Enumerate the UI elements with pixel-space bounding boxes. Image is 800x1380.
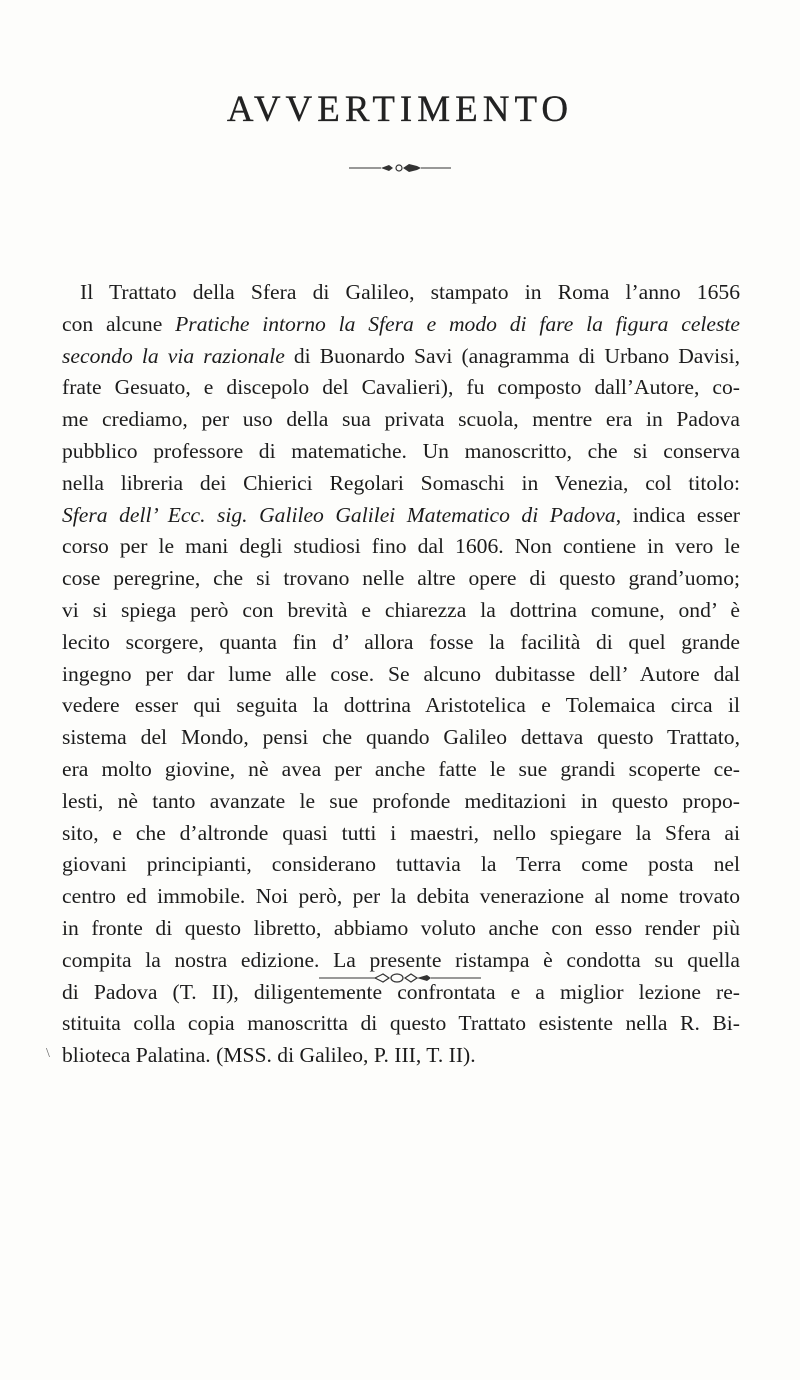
ornament-bottom xyxy=(0,968,800,988)
text-span: in fronte di questo libretto, abbiamo voluto anche con esso render più xyxy=(62,915,740,940)
text-line xyxy=(62,690,740,722)
text-span: Il Trattato della Sfera di Galileo, stampato in Roma l’anno 1656 xyxy=(80,280,740,304)
body-paragraph xyxy=(62,277,740,1072)
text-line xyxy=(62,563,740,595)
text-line xyxy=(62,468,740,500)
text-line xyxy=(62,818,740,850)
ornament-rule-icon xyxy=(345,158,455,178)
text-line xyxy=(62,404,740,436)
text-line xyxy=(62,913,740,945)
text-span: lecito scorgere, quanta fin d’ allora fosse la facilità di quel grande xyxy=(62,629,740,654)
text-line xyxy=(62,754,740,786)
italic-title-span: secondo la via razionale xyxy=(62,343,285,368)
text-line xyxy=(62,1008,740,1040)
text-line xyxy=(62,309,740,341)
text-span: corso per le mani degli studiosi fino dal 1606. Non contiene in vero le xyxy=(62,534,740,559)
text-span: , indica esser xyxy=(615,502,740,527)
text-line xyxy=(62,1040,740,1072)
text-span: giovani principianti, considerano tuttavia la Terra come posta nel xyxy=(62,852,740,877)
text-span: blioteca Palatina. (MSS. di Galileo, P. III, T. II). xyxy=(62,1043,476,1068)
text-span: stituita colla copia manoscritta di questo Trattato esistente nella R. Bi- xyxy=(62,1011,740,1036)
text-span: vedere esser qui seguita la dottrina Aristotelica e Tolemaica circa il xyxy=(62,693,740,718)
text-line xyxy=(62,627,740,659)
text-line xyxy=(62,881,740,913)
text-line xyxy=(62,659,740,691)
margin-mark: \ xyxy=(46,1046,50,1061)
text-line xyxy=(62,436,740,468)
text-line xyxy=(62,595,740,627)
italic-title-span: Sfera dell’ Ecc. sig. Galileo Galilei Matematico di Padova xyxy=(62,502,616,527)
text-span: era molto giovine, nè avea per anche fatte le sue grandi scoperte ce- xyxy=(62,756,740,781)
ornament-rule-icon xyxy=(315,968,485,988)
text-line xyxy=(62,277,740,309)
italic-title-span: Pratiche intorno la Sfera e modo di fare la figura celeste xyxy=(175,311,740,336)
text-span: di Buonardo Savi (anagramma di Urbano Davisi, xyxy=(284,343,740,368)
text-line xyxy=(62,849,740,881)
text-span: con alcune xyxy=(62,311,176,336)
page-title: AVVERTIMENTO xyxy=(226,89,574,130)
text-line xyxy=(62,500,740,532)
text-line xyxy=(62,531,740,563)
text-span: me crediamo, per uso della sua privata scuola, mentre era in Padova xyxy=(62,407,740,432)
text-line xyxy=(62,372,740,404)
text-line xyxy=(62,722,740,754)
text-span: sito, e che d’altronde quasi tutti i maestri, nello spiegare la Sfera ai xyxy=(62,820,740,845)
text-span: compita la nostra edizione. La presente ristampa è condotta su quella xyxy=(62,947,740,972)
text-span: centro ed immobile. Noi però, per la debita venerazione al nome trovato xyxy=(62,884,740,909)
text-span: ingegno per dar lume alle cose. Se alcuno dubitasse dell’ Autore dal xyxy=(62,661,740,686)
text-span: vi si spiega però con brevità e chiarezza la dottrina comune, ond’ è xyxy=(62,597,740,622)
text-span: nella libreria dei Chierici Regolari Somaschi in Venezia, col titolo: xyxy=(62,470,740,495)
text-span: frate Gesuato, e discepolo del Cavalieri), fu composto dall’Autore, co- xyxy=(62,375,740,400)
text-span: lesti, nè tanto avanzate le sue profonde meditazioni in questo propo- xyxy=(62,788,740,813)
text-line xyxy=(62,786,740,818)
text-span: pubblico professore di matematiche. Un manoscritto, che si conserva xyxy=(62,438,740,463)
text-span: di Padova (T. II), diligentemente confrontata e a miglior lezione re- xyxy=(62,979,740,1004)
ornament-top xyxy=(0,158,800,178)
text-span: cose peregrine, che si trovano nelle altre opere di questo grand’uomo; xyxy=(62,566,740,591)
text-span: sistema del Mondo, pensi che quando Galileo dettava questo Trattato, xyxy=(62,725,740,750)
text-line xyxy=(62,341,740,373)
